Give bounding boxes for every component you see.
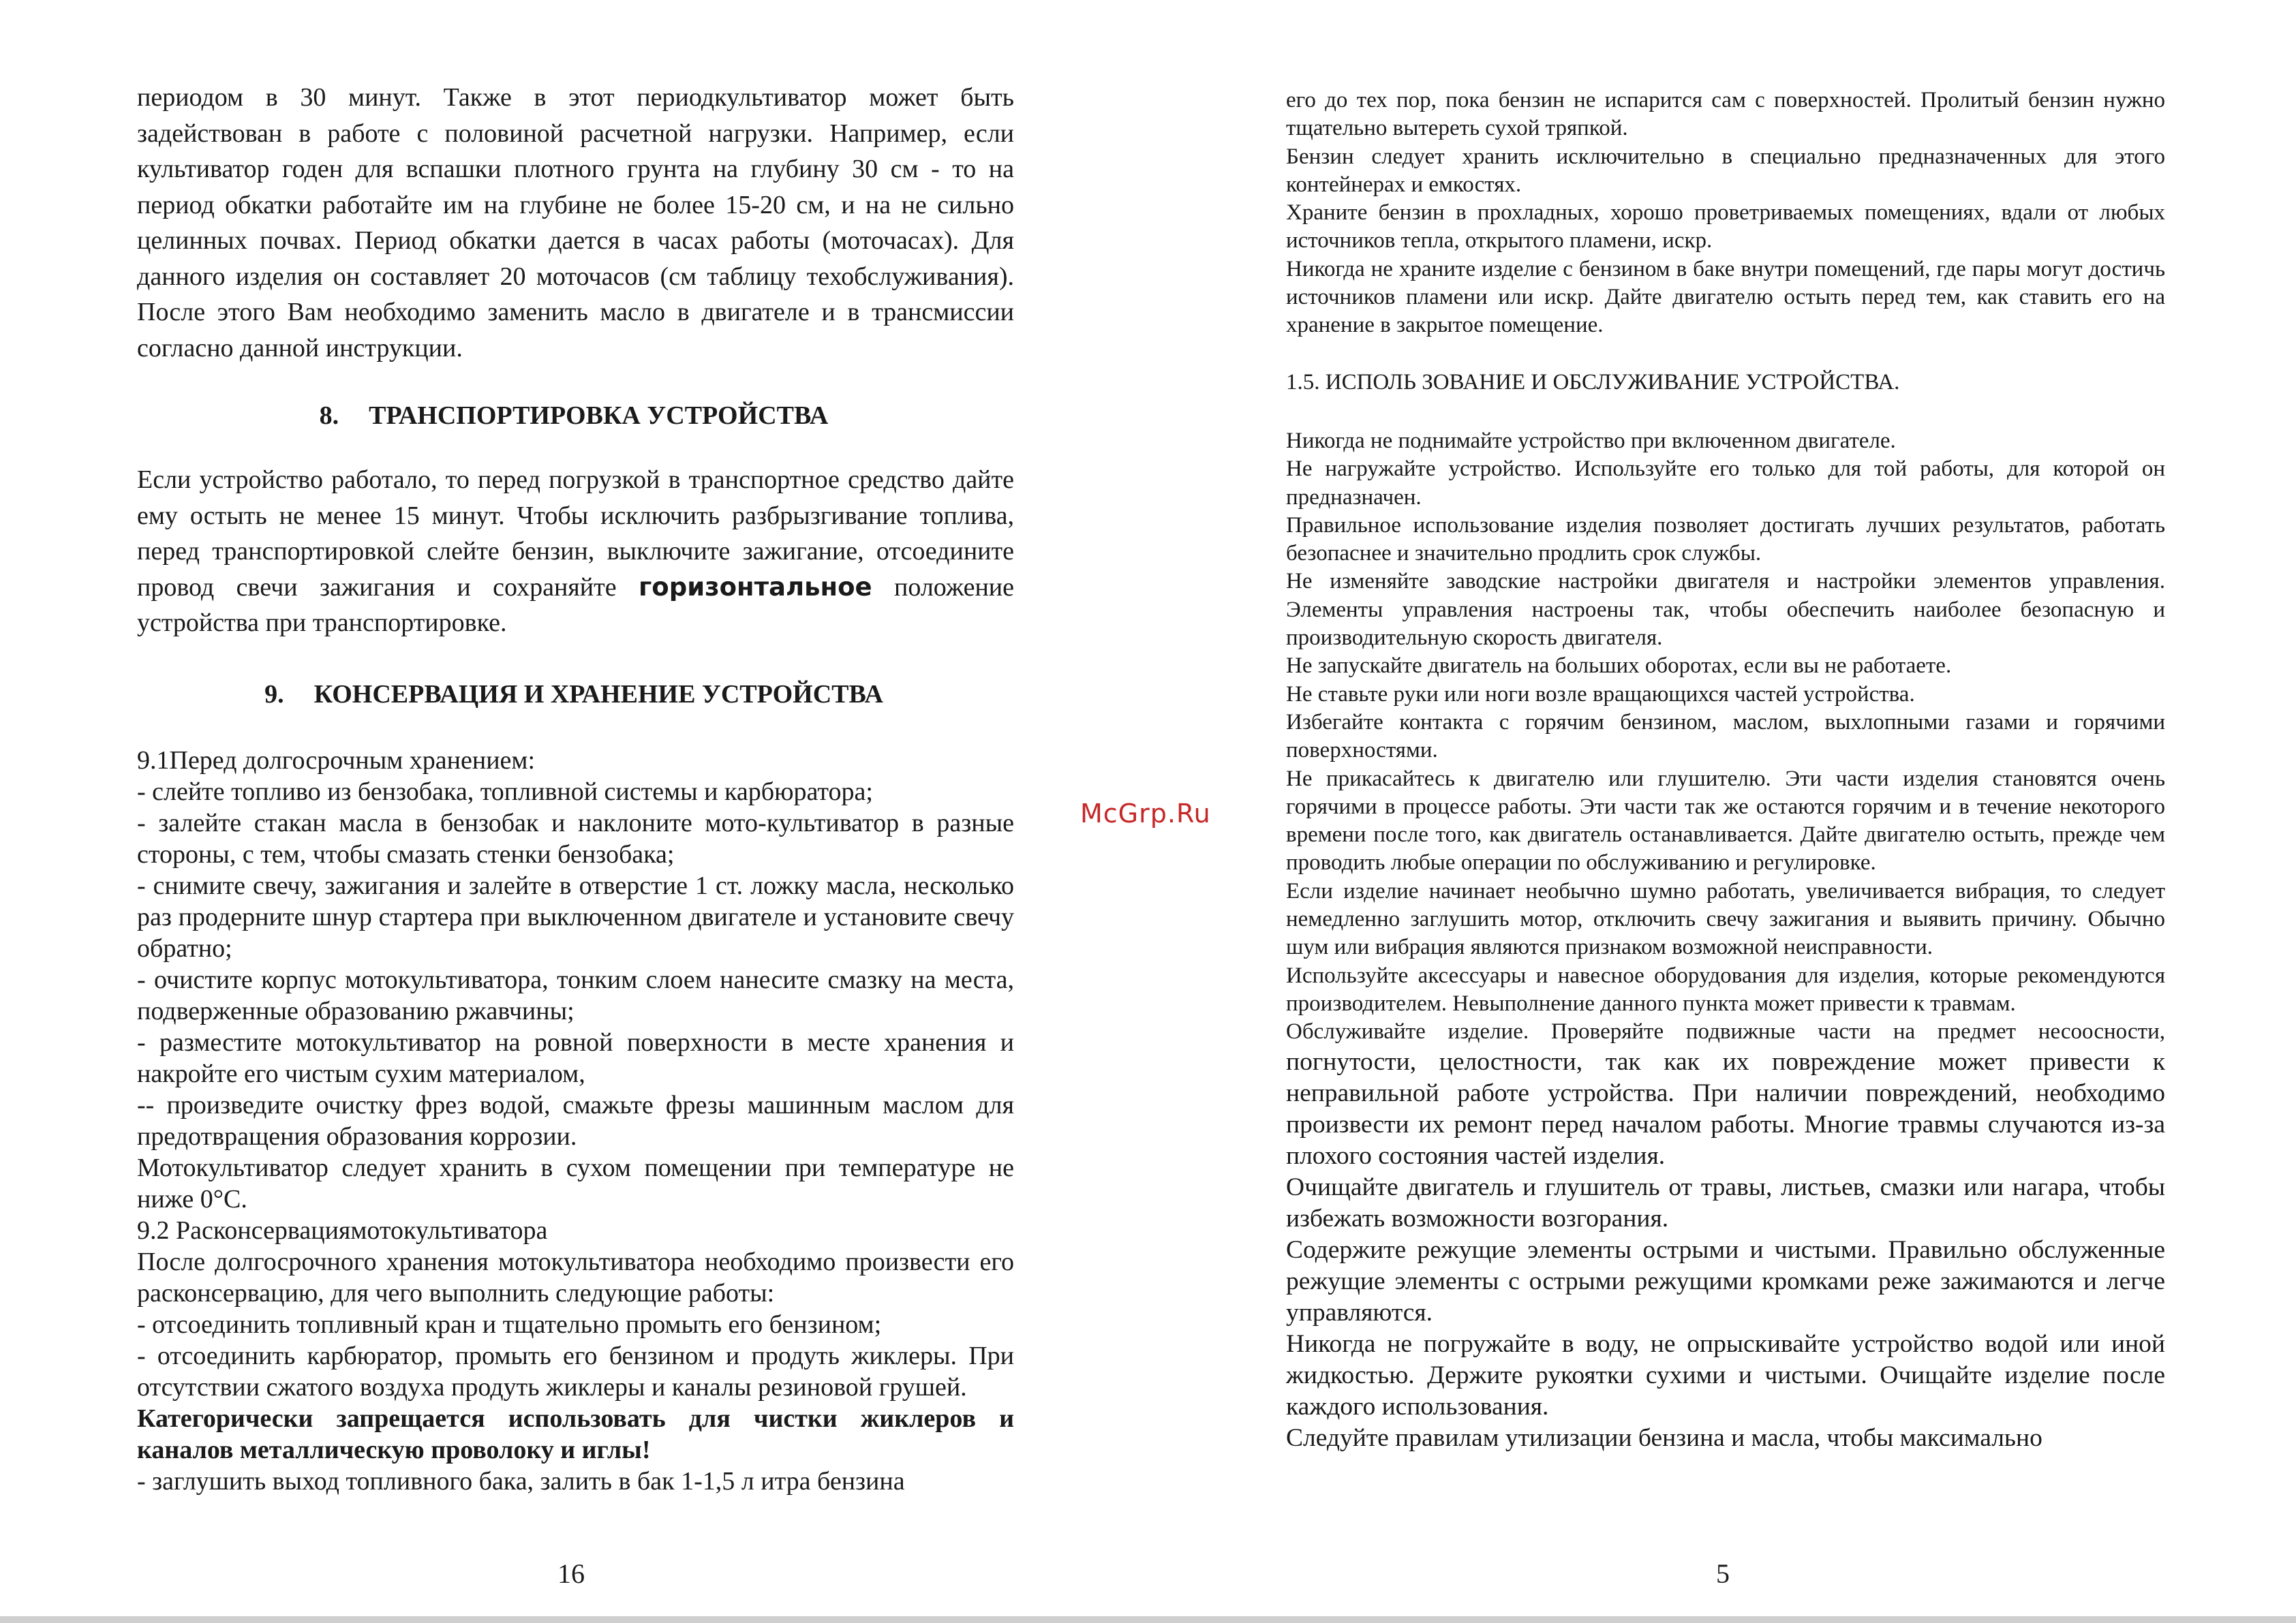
horizontal-emphasis: горизонтальное <box>638 572 872 602</box>
text-paragraph: его до тех пор, пока бензин не испарится сам с поверхностей. Пролитый бензин нужно тщательно вытереть сухой тряпкой. <box>1286 88 2165 141</box>
section-9-title: КОНСЕРВАЦИЯ И ХРАНЕНИЕ УСТРОЙСТВА <box>313 680 883 709</box>
text-line: 9.2 Расконсервациямотокультиватора <box>137 1216 548 1245</box>
text-paragraph: Очищайте двигатель и глушитель от травы, листьев, смазки или нагара, чтобы избежать возможности возгорания. <box>1286 1173 2165 1233</box>
section-9-number: 9. <box>264 680 284 709</box>
text-paragraph: Не прикасайтесь к двигателю или глушителю. Эти части изделия становятся очень горячими в процессе работы. Эти части так же остаются горячим и в течение некоторого времени после того, как двигатель останавливается. Дайте двигателю остыть, прежде чем проводить любые операции по обслуживанию и регулировке. <box>1286 766 2165 876</box>
section-8-heading <box>0 401 1148 431</box>
text-line: -- произведите очистку фрез водой, смажьте фрезы машинным маслом для предотвращения образования коррозии. <box>137 1091 1014 1151</box>
text-paragraph: Если изделие начинает необычно шумно работать, увеличивается вибрация, то следует немедленно заглушить мотор, отключить свечу зажигания и выявить причину. Обычно шум или вибрация являются признаком возможной неисправности. <box>1286 878 2165 960</box>
section-1-5-heading: 1.5. ИСПОЛЬ ЗОВАНИЕ И ОБСЛУЖИВАНИЕ УСТРОЙСТВА. <box>1286 370 1900 395</box>
section-8-number: 8. <box>319 401 339 430</box>
text-line: - залейте стакан масла в бензобак и наклоните мото-культиватор в разные стороны, с тем, чтобы смазать стенки бензобака; <box>137 809 1014 869</box>
text-paragraph: Не запускайте двигатель на больших оборотах, если вы не работаете. <box>1286 653 1952 679</box>
text-line: - очистите корпус мотокультиватора, тонким слоем нанесите смазку на места, подверженные образованию ржавчины; <box>137 965 1014 1025</box>
text-paragraph: Правильное использование изделия позволяет достигать лучших результатов, работать безопаснее и значительно продлить срок службы. <box>1286 512 2165 566</box>
text-paragraph: Не ставьте руки или ноги возле вращающихся частей устройства. <box>1286 681 1915 707</box>
watermark: McGrp.Ru <box>1080 799 1211 829</box>
text-line: - слейте топливо из бензобака, топливной системы и карбюратора; <box>137 777 873 806</box>
usage-paragraphs <box>1286 427 2165 1454</box>
right-page <box>1148 0 2296 1623</box>
text-paragraph: Бензин следует хранить исключительно в специально предназначенных для этого контейнерах и емкостях. <box>1286 144 2165 197</box>
bottom-edge <box>0 1616 2296 1623</box>
text-line: 9.1Перед долгосрочным хранением: <box>137 746 536 775</box>
text-line: - снимите свечу, зажигания и залейте в отверстие 1 ст. ложку масла, несколько раз продерните шнур стартера при выключенном двигателе и установите свечу обратно; <box>137 871 1014 963</box>
page-number-left: 16 <box>557 1558 585 1589</box>
text-paragraph: Обслуживайте изделие. Проверяйте подвижные части на предмет несоосности, погнутости, целостности, так как их повреждение может привести к неправильной работе устройства. При наличии повреждений, необходимо произвести их ремонт перед началом работы. Многие травмы случаются из-за плохого состояния частей изделия. <box>1286 1019 2165 1170</box>
section-8-text: Если устройство работало, то перед погрузкой в транспортное средство дайте ему остыть не менее 15 минут. Чтобы исключить разбрызгивание топлива, перед транспортировкой слейте бензин, выключите зажигание, отсоедините провод свечи зажигания и сохраняйте горизонтальное положение устройства при транспортировке. <box>137 465 1015 637</box>
text-line: - заглушить выход топливного бака, залить в бак 1-1,5 л итра бензина <box>137 1467 905 1496</box>
warning-text: Категорически запрещается использовать для чистки жиклеров и каналов металлическую проволоку и иглы! <box>137 1404 1014 1464</box>
text-paragraph: Не изменяйте заводские настройки двигателя и настройки элементов управления. Элементы управления настроены так, чтобы обеспечить наиболее безопасную и производительную скорость двигателя. <box>1286 569 2165 651</box>
text-line: - разместите мотокультиватор на ровной поверхности в месте хранения и накройте его чистым сухим материалом, <box>137 1028 1014 1088</box>
section-9-text <box>137 745 1014 1497</box>
section-8-title: ТРАНСПОРТИРОВКА УСТРОЙСТВА <box>369 401 829 430</box>
text-paragraph: Используйте аксессуары и навесное оборудования для изделия, которые рекомендуются производителем. Невыполнение данного пункта может привести к травмам. <box>1286 963 2165 1016</box>
text-line: - отсоединить карбюратор, промыть его бензином и продуть жиклеры. При отсутствии сжатого воздуха продуть жиклеры и каналы резиновой грушей. <box>137 1342 1014 1402</box>
text-paragraph: Никогда не погружайте в воду, не опрыскивайте устройство водой или иной жидкостью. Держите рукоятки сухими и чистыми. Очищайте изделие после каждого использования. <box>1286 1329 2165 1421</box>
page-number-right: 5 <box>1716 1558 1730 1589</box>
text-paragraph: Содержите режущие элементы острыми и чистыми. Правильно обслуженные режущие элементы с острыми режущими кромками реже зажимаются и легче управляются. <box>1286 1235 2165 1327</box>
text-line: После долгосрочного хранения мотокультиватора необходимо произвести его расконсервацию, для чего выполнить следующие работы: <box>137 1248 1014 1308</box>
text-paragraph: Храните бензин в прохладных, хорошо проветриваемых помещениях, вдали от любых источников тепла, открытого пламени, искр. <box>1286 200 2165 253</box>
text-paragraph: Никогда не поднимайте устройство при включенном двигателе. <box>1286 429 1896 453</box>
section-9-heading <box>0 679 1148 709</box>
intro-paragraph: периодом в 30 минут. Также в этот периодкультиватор может быть задействован в работе с половиной расчетной нагрузки. Например, если культиватор годен для вспашки плотного грунта на глубину 30 см - то на период обкатки работайте им на глубине не более 15-20 см, и на не сильно целинных почвах. Период обкатки дается в часах работы (моточасах). Для данного изделия он составляет 20 моточасов (см таблицу техобслуживания). После этого Вам необходимо заменить масло в двигателе и в трансмиссии согласно данной инструкции. <box>137 83 1014 362</box>
top-paragraphs <box>1286 87 2165 340</box>
text-paragraph: Не нагружайте устройство. Используйте его только для той работы, для которой он предназначен. <box>1286 457 2165 510</box>
text-line: Мотокультиватор следует хранить в сухом помещении при температуре не ниже 0°С. <box>137 1154 1014 1214</box>
text-line: - отсоединить топливный кран и тщательно промыть его бензином; <box>137 1310 882 1339</box>
text-paragraph: Избегайте контакта с горячим бензином, маслом, выхлопными газами и горячими поверхностями. <box>1286 709 2165 763</box>
text-paragraph: Следуйте правилам утилизации бензина и масла, чтобы максимально <box>1286 1423 2042 1452</box>
text-paragraph: Никогда не храните изделие с бензином в баке внутри помещений, где пары могут достичь источников пламени или искр. Дайте двигателю остыть перед тем, как ставить его на хранение в закрытое помещение. <box>1286 256 2165 338</box>
